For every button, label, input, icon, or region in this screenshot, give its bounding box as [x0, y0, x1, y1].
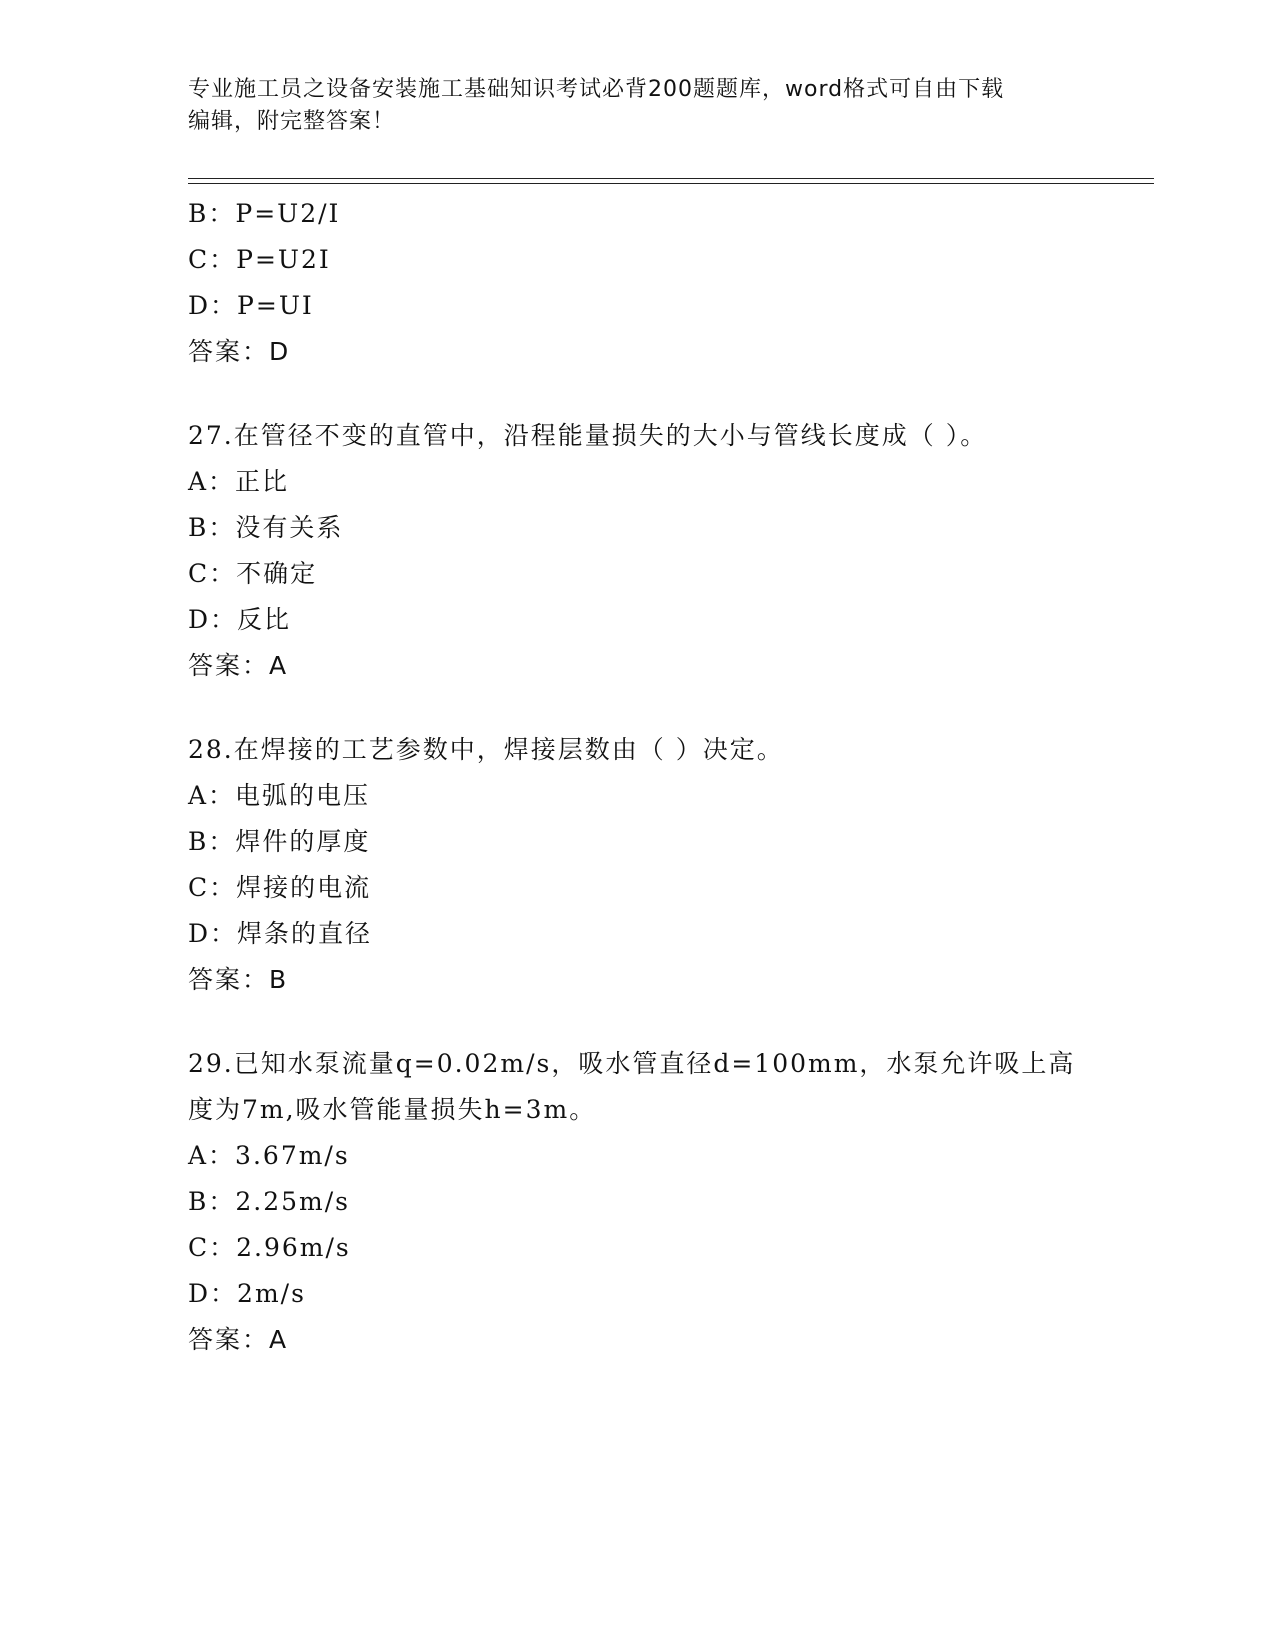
option-a: A：正比: [188, 467, 290, 496]
question-29: [188, 1041, 1148, 1363]
header-title-line-2: 编辑，附完整答案！: [188, 109, 396, 134]
option-c: C：2.96m/s: [188, 1233, 351, 1262]
option-b: B：P=U2/I: [188, 199, 341, 228]
option-b: B：焊件的厚度: [188, 827, 371, 856]
answer-line: 答案：A: [188, 1325, 289, 1354]
question-26-tail: [188, 191, 1148, 375]
document-header: [188, 74, 1088, 138]
option-b: B：2.25m/s: [188, 1187, 350, 1216]
header-divider-top: [188, 178, 1154, 179]
question-list: [188, 191, 1148, 1363]
option-a: A：电弧的电压: [188, 781, 371, 810]
option-d: D：P=UI: [188, 291, 314, 320]
option-d: D：反比: [188, 605, 292, 634]
answer-line: 答案：B: [188, 965, 289, 994]
option-a: A：3.67m/s: [188, 1141, 350, 1170]
answer-line: 答案：D: [188, 337, 291, 366]
option-d: D：2m/s: [188, 1279, 306, 1308]
header-divider-bottom: [188, 183, 1154, 184]
question-28: [188, 727, 1148, 1003]
header-title-line-1: 专业施工员之设备安装施工基础知识考试必背200题题库，word格式可自由下载: [188, 77, 1005, 102]
answer-line: 答案：A: [188, 651, 289, 680]
option-c: C：焊接的电流: [188, 873, 372, 902]
question-text: 28.在焊接的工艺参数中，焊接层数由（ ）决定。: [188, 735, 784, 764]
question-text-line-1: 29.已知水泵流量q=0.02m/s，吸水管直径d=100mm，水泵允许吸上高: [188, 1049, 1076, 1078]
question-text-line-2: 度为7m,吸水管能量损失h=3m。: [188, 1095, 597, 1124]
option-d: D：焊条的直径: [188, 919, 373, 948]
option-c: C：不确定: [188, 559, 318, 588]
option-c: C：P=U2I: [188, 245, 331, 274]
question-text: 27.在管径不变的直管中，沿程能量损失的大小与管线长度成（ ）。: [188, 421, 988, 450]
question-27: [188, 413, 1148, 689]
option-b: B：没有关系: [188, 513, 344, 542]
